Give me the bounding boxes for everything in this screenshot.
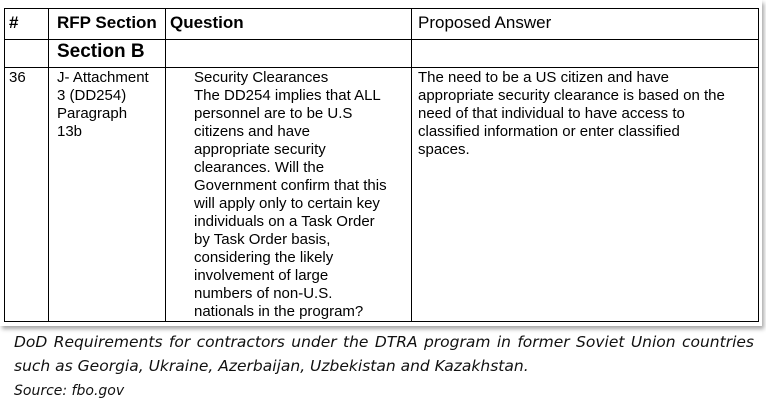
caption-text: DoD Requirements for contractors under the DTRA program in former Soviet Union countries such as Georgia, Ukraine, Azerbaijan, Uzbekistan and Kazakhstan. [14, 333, 754, 375]
answer-line: need of that individual to have access to [418, 105, 685, 122]
question-line: numbers of non-U.S. [194, 285, 333, 302]
question-line: nationals in the program? [194, 303, 364, 320]
rfp-line: 13b [57, 123, 83, 140]
table-header-row [5, 9, 759, 40]
question-line: clearances. Will the [194, 159, 325, 176]
question-line: by Task Order basis, [194, 231, 331, 248]
row-proposed-answer [412, 68, 759, 322]
row-number: 36 [5, 68, 49, 322]
rfp-line: J- Attachment [57, 69, 149, 86]
answer-line: appropriate security clearance is based on the [418, 87, 725, 104]
question-line: The DD254 implies that ALL [194, 87, 381, 104]
section-label: Section B [49, 40, 166, 68]
question-line: involvement of large [194, 267, 329, 284]
question-line: appropriate security [194, 141, 326, 158]
question-line: will apply only to certain key [194, 195, 380, 212]
row-question [166, 68, 412, 322]
answer-line: classified information or enter classified [418, 123, 680, 140]
question-line: personnel are to be U.S [194, 105, 353, 122]
header-proposed-answer: Proposed Answer [412, 9, 759, 40]
caption-source: Source: fbo.gov [14, 383, 125, 399]
header-question: Question [166, 9, 412, 40]
answer-line: The need to be a US citizen and have [418, 69, 670, 86]
section-cell-empty [166, 40, 412, 68]
question-line: considering the likely [194, 249, 334, 266]
question-line: Government confirm that this [194, 177, 387, 194]
question-line: individuals on a Task Order [194, 213, 375, 230]
section-cell-empty [412, 40, 759, 68]
row-rfp-section [49, 68, 166, 322]
rfp-question-table [4, 8, 759, 322]
section-cell-empty [5, 40, 49, 68]
answer-line: spaces. [418, 141, 470, 158]
table-row [5, 68, 759, 322]
question-line: citizens and have [194, 123, 310, 140]
rfp-line: Paragraph [57, 105, 128, 122]
question-line: Security Clearances [194, 69, 329, 86]
figure-caption [14, 330, 754, 403]
header-rfp-section: RFP Section [49, 9, 166, 40]
rfp-line: 3 (DD254) [57, 87, 127, 104]
header-number: # [5, 9, 49, 40]
section-row [5, 40, 759, 68]
